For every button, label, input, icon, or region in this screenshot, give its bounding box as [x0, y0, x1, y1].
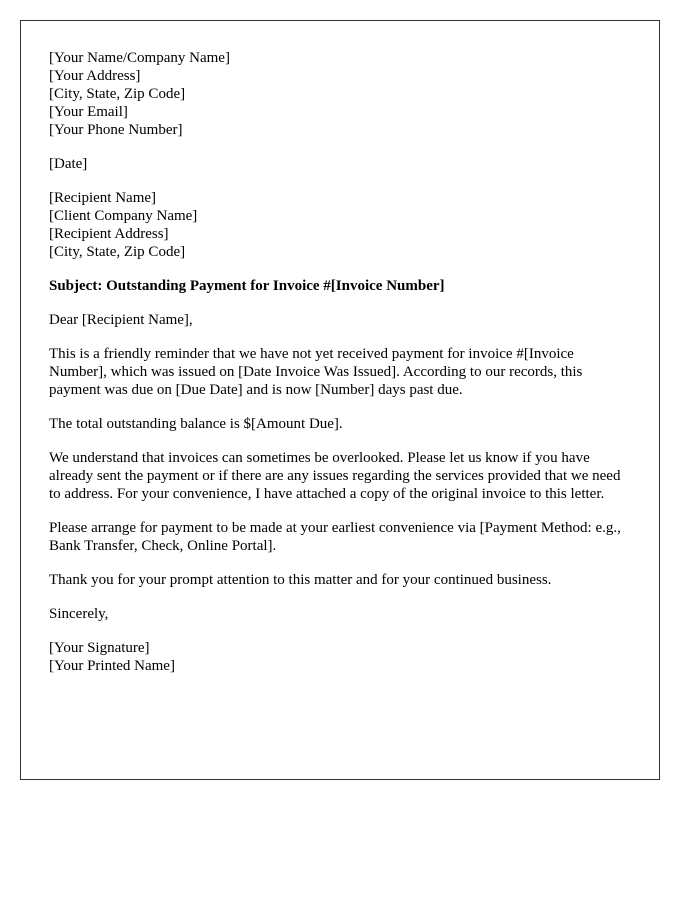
- body-paragraph-thanks: Thank you for your prompt attention to this matter and for your continued business.: [49, 572, 552, 588]
- recipient-company: [Client Company Name]: [49, 208, 198, 224]
- signature-placeholder: [Your Signature]: [49, 640, 150, 656]
- recipient-city-state-zip: [City, State, Zip Code]: [49, 244, 186, 260]
- body-paragraph-payment-request: Please arrange for payment to be made at your earliest convenience via [Payment Method: e.g., Bank Transfer, Check, Online Portal].: [49, 520, 621, 554]
- recipient-address: [Recipient Address]: [49, 226, 169, 242]
- subject-line: Subject: Outstanding Payment for Invoice #[Invoice Number]: [49, 278, 445, 294]
- body-paragraph-balance: The total outstanding balance is $[Amount Due].: [49, 416, 343, 432]
- sender-city-state-zip: [City, State, Zip Code]: [49, 86, 186, 102]
- letter-date: [Date]: [49, 156, 88, 172]
- date-block: [49, 155, 634, 173]
- closing: Sincerely,: [49, 606, 109, 622]
- recipient-block: [49, 189, 634, 261]
- sender-address: [Your Address]: [49, 68, 141, 84]
- sender-name: [Your Name/Company Name]: [49, 50, 230, 66]
- letter-content: [49, 49, 634, 675]
- body-paragraph-reminder: This is a friendly reminder that we have not yet received payment for invoice #[Invoice Number], which was issued on [Date Invoice Was Issued]. According to our records, this payment was due on [Due Date] and is now [Number] days past due.: [49, 346, 583, 398]
- sender-block: [49, 49, 634, 139]
- recipient-name: [Recipient Name]: [49, 190, 157, 206]
- sender-email: [Your Email]: [49, 104, 128, 120]
- printed-name: [Your Printed Name]: [49, 658, 175, 674]
- salutation: Dear [Recipient Name],: [49, 312, 193, 328]
- body-paragraph-understanding: We understand that invoices can sometimes be overlooked. Please let us know if you have already sent the payment or if there are any issues regarding the services provided that we need to address. For your convenience, I have attached a copy of the original invoice to this letter.: [49, 450, 621, 502]
- signature-block: [49, 639, 634, 675]
- letter-page: [20, 20, 660, 780]
- sender-phone: [Your Phone Number]: [49, 122, 183, 138]
